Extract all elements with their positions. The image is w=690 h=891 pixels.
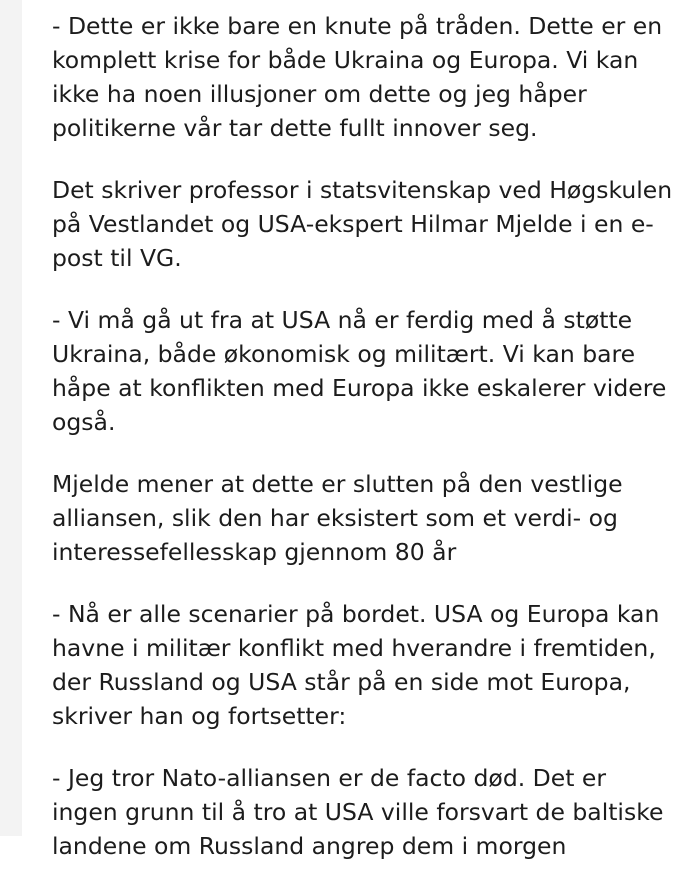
paragraph-quote-nato: - Jeg tror Nato-alliansen er de facto død. Det er ingen grunn til å tro at USA ville forsvart de baltiske landene om Russland angrep dem i morgen: [52, 764, 664, 860]
quote-sidebar-bar: [0, 0, 22, 836]
article-body: [52, 9, 678, 891]
paragraph-attribution: Det skriver professor i statsvitenskap ved Høgskulen på Vestlandet og USA-ekspert Hilmar Mjelde i en e- post til VG.: [52, 176, 673, 272]
paragraph-quote-crisis: - Dette er ikke bare en knute på tråden. Dette er en komplett krise for både Ukraina og Europa. Vi kan ikke ha noen illusjoner om dette og jeg håper politikerne vår tar dette fullt innover seg.: [52, 12, 663, 142]
paragraph-alliance-end: Mjelde mener at dette er slutten på den vestlige alliansen, slik den har eksistert som et verdi- og interessefellesskap gjennom 80 år: [52, 470, 623, 566]
paragraph-quote-scenarios: - Nå er alle scenarier på bordet. USA og Europa kan havne i militær konflikt med hverandre i fremtiden, der Russland og USA står på en side mot Europa, skriver han og fortsetter:: [52, 600, 660, 730]
paragraph-quote-usa-support: - Vi må gå ut fra at USA nå er ferdig med å støtte Ukraina, både økonomisk og militært. Vi kan bare håpe at konflikten med Europa ikke eskalerer videre også.: [52, 306, 667, 436]
